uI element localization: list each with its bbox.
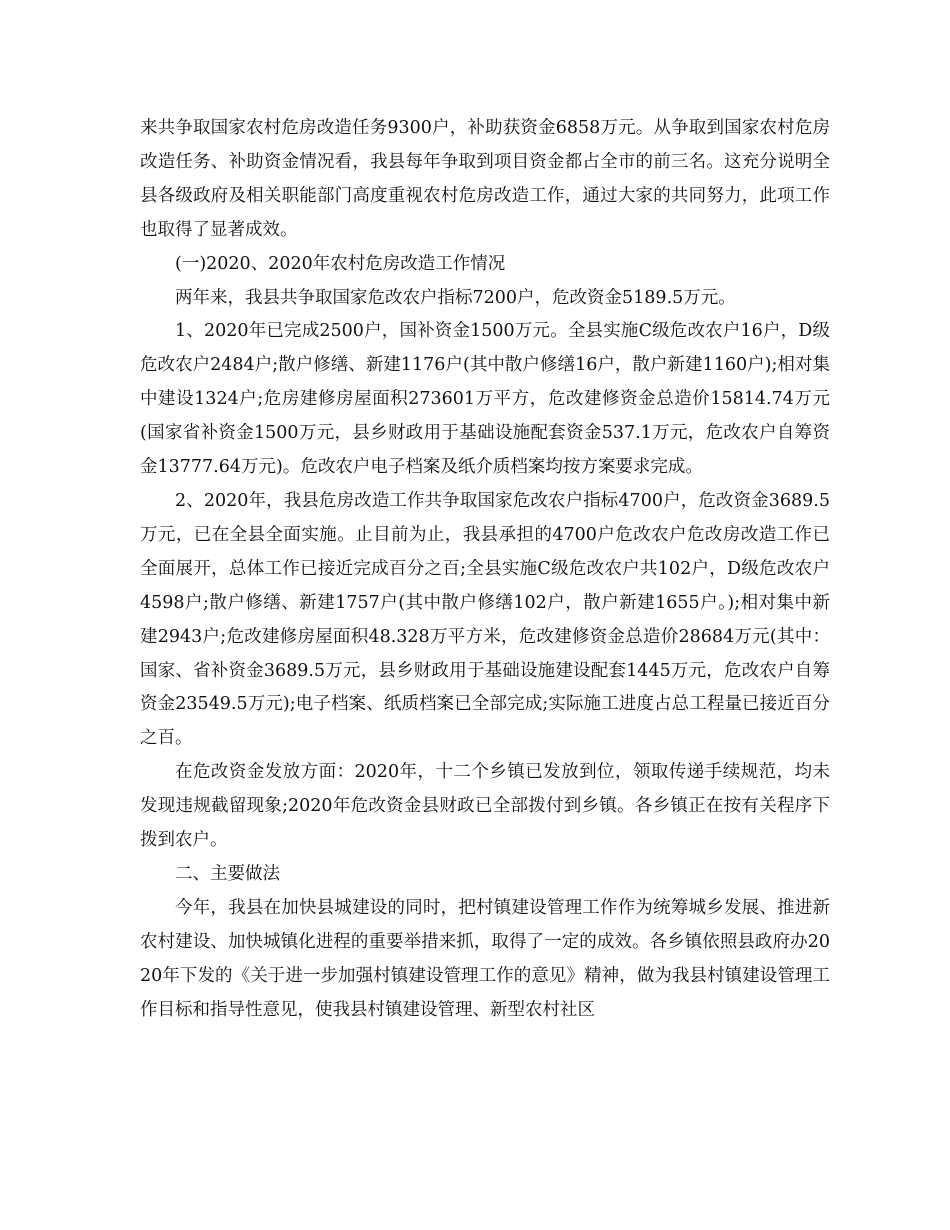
section-heading-main-practices: 二、主要做法: [175, 863, 280, 884]
paragraph-main-practices: 今年，我县在加快县城建设的同时，把村镇建设管理工作作为统筹城乡发展、推进新农村建设、加快城镇化进程的重要举措来抓，取得了一定的成效。各乡镇依照县政府办2020年下发的《关于进一步加强村镇建设管理工作的意见》精神，做为我县村镇建设管理工作目标和指导性意见，使我县村镇建设管理、新型农村社区: [140, 897, 830, 1020]
document-body: [140, 112, 830, 1027]
paragraph-item-1: 1、2020年已完成2500户，国补资金1500万元。全县实施C级危改农户16户，D级危改农户2484户;散户修缮、新建1176户(其中散户修缮16户，散户新建1160户);相对集中建设1324户;危房建修房屋面积273601万平方，危改建修资金总造价15814.74万元(国家省补资金1500万元，县乡财政用于基础设施配套资金537.1万元，危改农户自筹资金13777.64万元)。危改农户电子档案及纸介质档案均按方案要求完成。: [140, 321, 830, 478]
paragraph-two-year-overview: 两年来，我县共争取国家危改农户指标7200户，危改资金5189.5万元。: [175, 287, 736, 308]
paragraph-funding-summary: 来共争取国家农村危房改造任务9300户，补助获资金6858万元。从争取到国家农村危房改造任务、补助资金情况看，我县每年争取到项目资金都占全市的前三名。这充分说明全县各级政府及相关职能部门高度重视农村危房改造工作，通过大家的共同努力，此项工作也取得了显著成效。: [140, 118, 830, 240]
section-heading-work-status: (一)2020、2020年农村危房改造工作情况: [175, 253, 506, 274]
paragraph-fund-distribution: 在危改资金发放方面：2020年，十二个乡镇已发放到位，领取传递手续规范，均未发现违规截留现象;2020年危改资金县财政已全部拨付到乡镇。各乡镇正在按有关程序下拨到农户。: [140, 762, 830, 851]
paragraph-item-2: 2、2020年，我县危房改造工作共争取国家危改农户指标4700户，危改资金3689.5万元，已在全县全面实施。止目前为止，我县承担的4700户危改农户危改房改造工作已全面展开，总体工作已接近完成百分之百;全县实施C级危改农户共102户，D级危改农户4598户;散户修缮、新建1757户(其中散户修缮102户，散户新建1655户。);相对集中新建2943户;危改建修房屋面积48.328万平方米，危改建修资金总造价28684万元(其中：国家、省补资金3689.5万元，县乡财政用于基础设施建设配套1445万元，危改农户自筹资金23549.5万元);电子档案、纸质档案已全部完成;实际施工进度占总工程量已接近百分之百。: [140, 490, 830, 749]
